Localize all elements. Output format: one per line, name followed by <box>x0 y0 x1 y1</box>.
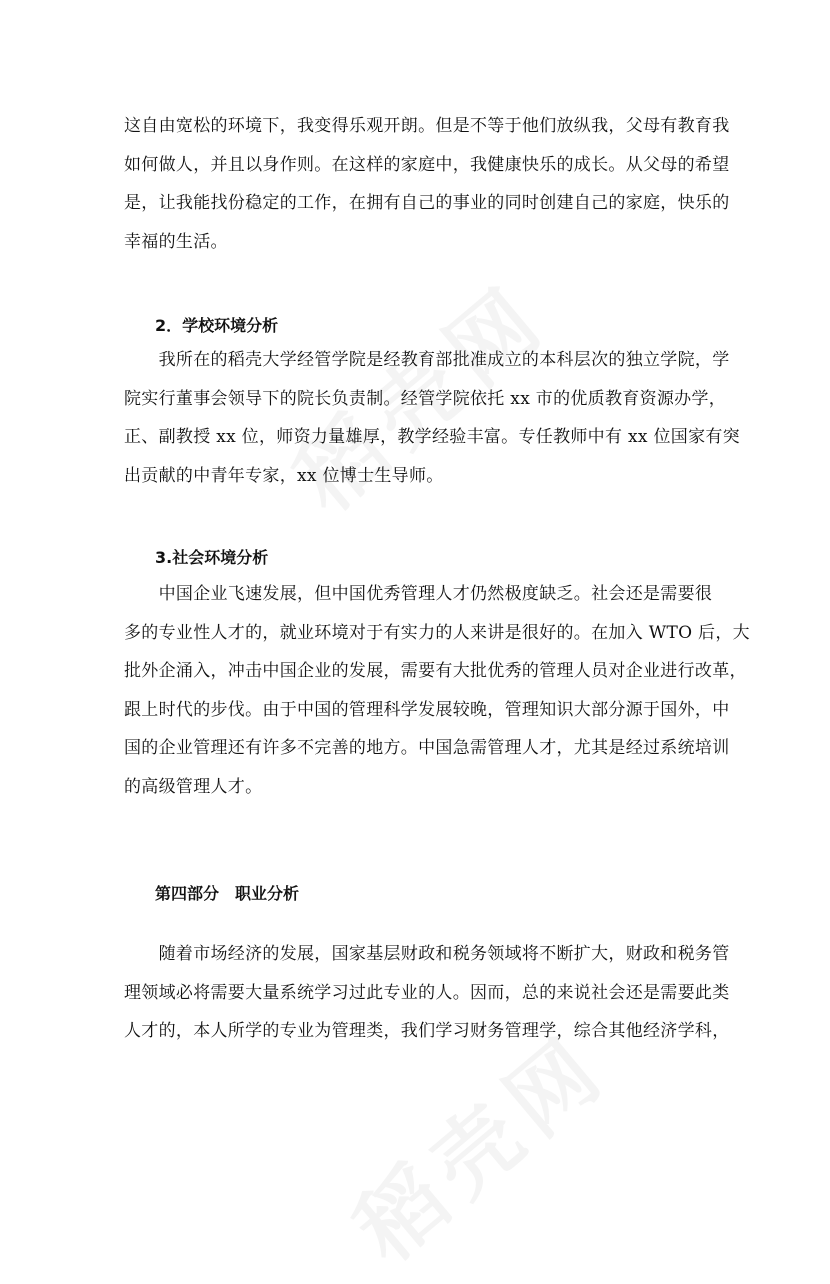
paragraph-line: 批外企涌入，冲击中国企业的发展，需要有大批优秀的管理人员对企业进行改革， <box>124 661 747 681</box>
paragraph-line: 国的企业管理还有许多不完善的地方。中国急需管理人才，尤其是经过系统培训 <box>124 738 730 758</box>
part-four-heading: 第四部分 职业分析 <box>155 884 300 903</box>
paragraph-line: 幸福的生活。 <box>124 231 228 252</box>
paragraph-line: 我所在的稻壳大学经管学院是经教育部批准成立的本科层次的独立学院，学 <box>124 350 730 370</box>
paragraph-line: 这自由宽松的环境下，我变得乐观开朗。但是不等于他们放纵我，父母有教育我 <box>124 116 730 136</box>
society-section-heading: 3.社会环境分析 <box>155 548 269 567</box>
career-analysis-paragraph <box>124 935 730 1051</box>
paragraph-line: 的高级管理人才。 <box>124 776 263 797</box>
paragraph-line: 院实行董事会领导下的院长负责制。经管学院依托 xx 市的优质教育资源办学， <box>124 388 727 409</box>
paragraph-line: 多的专业性人才的，就业环境对于有实力的人来讲是很好的。在加入 WTO 后，大 <box>124 622 750 643</box>
family-paragraph <box>124 107 730 261</box>
paragraph-line: 中国企业飞速发展，但中国优秀管理人才仍然极度缺乏。社会还是需要很 <box>124 584 713 604</box>
paragraph-line: 跟上时代的步伐。由于中国的管理科学发展较晚，管理知识大部分源于国外，中 <box>124 699 730 720</box>
paragraph-line: 是，让我能找份稳定的工作，在拥有自己的事业的同时创建自己的家庭，快乐的 <box>124 193 730 213</box>
paragraph-line: 理领域必将需要大量系统学习过此专业的人。因而，总的来说社会还是需要此类 <box>124 982 730 1003</box>
paragraph-line: 随着市场经济的发展，国家基层财政和税务领域将不断扩大，财政和税务管 <box>124 944 730 964</box>
paragraph-line: 人才的，本人所学的专业为管理类，我们学习财务管理学，综合其他经济学科， <box>124 1021 730 1041</box>
school-section-heading: 2．学校环境分析 <box>155 316 279 335</box>
paragraph-line: 如何做人，并且以身作则。在这样的家庭中，我健康快乐的成长。从父母的希望 <box>124 154 730 175</box>
society-paragraph <box>124 575 750 806</box>
school-paragraph <box>124 341 740 495</box>
paragraph-line: 出贡献的中青年专家，xx 位博士生导师。 <box>124 465 444 486</box>
paragraph-line: 正、副教授 xx 位，师资力量雄厚，教学经验丰富。专任教师中有 xx 位国家有突 <box>124 427 740 447</box>
